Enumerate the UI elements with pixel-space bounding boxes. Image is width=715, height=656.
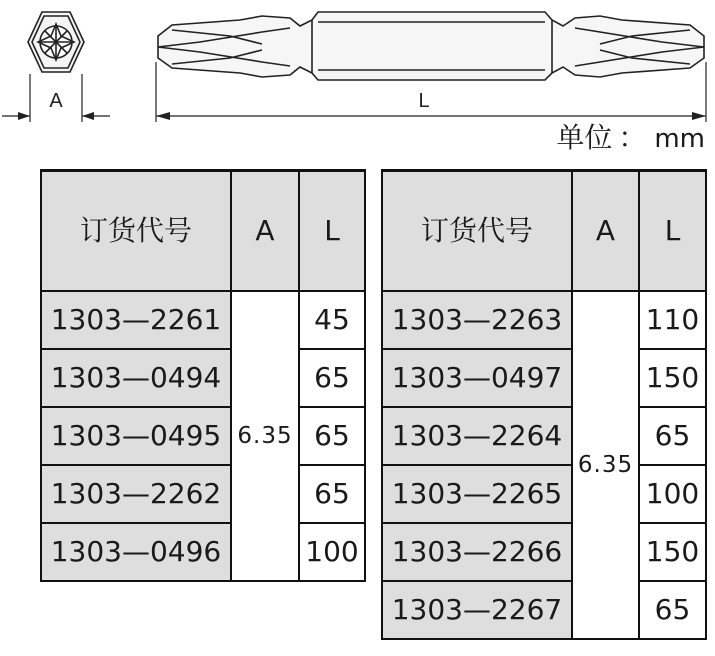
merged-a-value: 6.35 [572, 291, 639, 639]
table-row-length: 100 [299, 523, 365, 581]
dimension-l-label: L [418, 90, 430, 112]
table-row-code: 1303—0496 [41, 523, 231, 581]
table-row-code: 1303—2265 [382, 465, 572, 523]
unit-label: 单位 [556, 121, 613, 154]
header-a: A [572, 171, 639, 292]
table-row-code: 1303—2267 [382, 581, 572, 639]
header-order-code: 订货代号 [41, 171, 231, 292]
table-row-length: 45 [299, 291, 365, 349]
table-row-code: 1303—0494 [41, 349, 231, 407]
table-row-code: 1303—0497 [382, 349, 572, 407]
table-row-length: 65 [639, 581, 706, 639]
unit-value: mm [654, 124, 705, 154]
dimension-a-label: A [49, 90, 63, 112]
table-row-code: 1303—0495 [41, 407, 231, 465]
merged-a-value: 6.35 [231, 291, 299, 581]
table-row-code: 1303—2262 [41, 465, 231, 523]
header-l: L [639, 171, 706, 292]
table-row-code: 1303—2261 [41, 291, 231, 349]
table-row-code: 1303—2263 [382, 291, 572, 349]
table-row-code: 1303—2264 [382, 407, 572, 465]
table-row-length: 65 [299, 465, 365, 523]
unit-separator: ： [618, 121, 647, 154]
bit-technical-drawing [0, 0, 715, 125]
spec-table-right [381, 169, 707, 640]
table-row-length: 110 [639, 291, 706, 349]
header-order-code: 订货代号 [382, 171, 572, 292]
double-ended-bit-side-view-icon [156, 12, 706, 122]
table-row-length: 65 [639, 407, 706, 465]
unit-note [556, 118, 705, 159]
table-row-length: 65 [299, 407, 365, 465]
spec-table-left [40, 169, 366, 582]
table-row-length: 150 [639, 349, 706, 407]
table-row-length: 100 [639, 465, 706, 523]
table-row-length: 65 [299, 349, 365, 407]
header-l: L [299, 171, 365, 292]
header-a: A [231, 171, 299, 292]
table-row-code: 1303—2266 [382, 523, 572, 581]
table-row-length: 150 [639, 523, 706, 581]
